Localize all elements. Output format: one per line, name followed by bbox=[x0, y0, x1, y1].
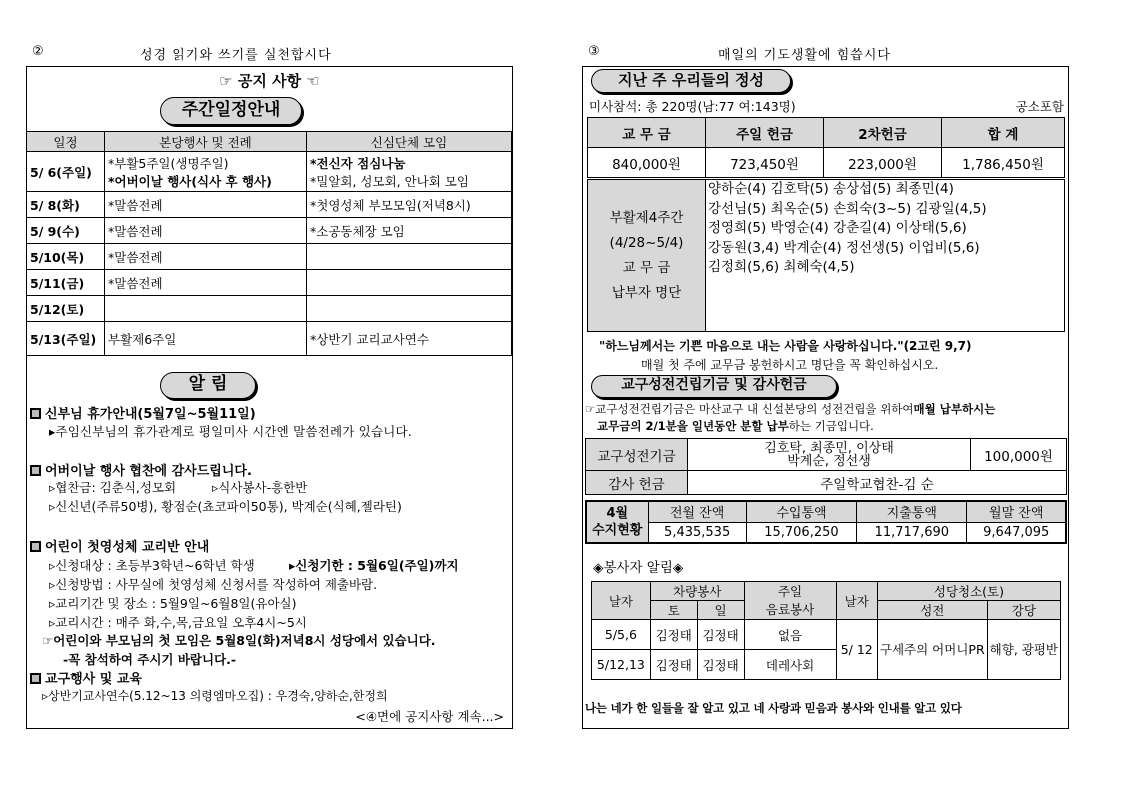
schedule-row bbox=[27, 152, 512, 192]
offering-table bbox=[587, 117, 1065, 178]
schedule-table bbox=[26, 131, 512, 356]
notice-title: ☞ 공지 사항 ☜ bbox=[219, 72, 320, 90]
donor-line: 양하순(4) 김호탁(5) 송상섭(5) 최종민(4) bbox=[708, 181, 954, 197]
communion-target: ▹신청대상 : 초등부3학년~6학년 학생 bbox=[49, 558, 255, 573]
vol-header-drink: 주일 음료봉사 bbox=[744, 582, 836, 620]
vol-header-sat: 토 bbox=[650, 601, 697, 620]
finance-label: 4월 수지현황 bbox=[586, 501, 648, 543]
left-panel bbox=[26, 66, 513, 729]
schedule-main: *말씀전례 bbox=[105, 218, 307, 244]
schedule-date: 5/ 8(화) bbox=[27, 192, 105, 218]
vol-header-date: 날자 bbox=[592, 582, 651, 620]
diocese-training: ▹상반기교사연수(5.12~13 의령엠마오집) : 우경숙,양하순,한정희 bbox=[42, 689, 388, 703]
schedule-group-line: *밀알회, 성모회, 안나회 모임 bbox=[310, 173, 469, 189]
donor-table bbox=[587, 179, 1065, 332]
vol-date: 5/12,13 bbox=[592, 650, 651, 680]
schedule-main: *말씀전례 bbox=[105, 192, 307, 218]
volunteer-table bbox=[591, 581, 1061, 680]
finance-value: 9,647,095 bbox=[967, 522, 1066, 543]
square-bullet-icon bbox=[30, 465, 41, 476]
fund-pill: 교구성전건립기금 및 감사헌금 bbox=[591, 375, 837, 398]
schedule-row bbox=[27, 218, 512, 244]
finance-value: 5,435,535 bbox=[648, 522, 746, 543]
continue-note: <④면에 공지사항 계속...> bbox=[355, 709, 504, 724]
schedule-group-line: *전신자 점심나눔 bbox=[310, 155, 406, 171]
vol-sat: 김정태 bbox=[650, 650, 697, 680]
donor-line: 강선님(5) 최옥순(5) 손희숙(3~5) 김광일(4,5) bbox=[708, 200, 987, 217]
finance-header: 지출통액 bbox=[857, 501, 967, 522]
alim-pill: 알 림 bbox=[160, 372, 256, 399]
schedule-main-line: *부활5주일(생명주일) bbox=[108, 155, 229, 171]
parents-meal: ▹식사봉사-흥한반 bbox=[212, 480, 308, 495]
bible-verse: "하느님께서는 기쁜 마음으로 내는 사람을 사랑하십니다."(2고린 9,7) bbox=[599, 339, 972, 353]
schedule-group: *소공동체장 모임 bbox=[307, 218, 512, 244]
donor-label: 부활제4주간 (4/28~5/4) 교 무 금 납부자 명단 bbox=[588, 180, 706, 332]
donor-line: 김정희(5,6) 최혜숙(4,5) bbox=[708, 259, 855, 275]
schedule-main bbox=[105, 152, 307, 192]
section-parents-title: 어버이날 행사 협찬에 감사드립니다. bbox=[30, 460, 252, 479]
offering-value: 223,000원 bbox=[824, 148, 942, 178]
parents-donors: ▹신신년(주류50병), 황점순(쵸코파이50통), 박계순(식혜,젤라틴) bbox=[49, 499, 402, 514]
schedule-group: *첫영성체 부모모임(저녁8시) bbox=[307, 192, 512, 218]
vol-header-church: 성전 bbox=[877, 601, 987, 620]
thanks-label: 감사 헌금 bbox=[586, 471, 688, 495]
header-left: 성경 읽기와 쓰기를 실천합시다 bbox=[140, 48, 332, 63]
vol-header-sun: 일 bbox=[697, 601, 744, 620]
vol-header-date2: 날자 bbox=[836, 582, 877, 620]
vol-drink: 데레사회 bbox=[744, 650, 836, 680]
communion-attend: -꼭 참석하여 주시기 바랍니다.- bbox=[63, 652, 237, 667]
offering-header: 2차헌금 bbox=[824, 118, 942, 148]
attendance: 미사참석: 총 220명(남:77 여:143명) bbox=[589, 99, 796, 114]
fund-note-1: ☞교구성전건립기금은 마산교구 내 신설본당의 성전건립을 위하여매월 납부하시는 bbox=[585, 402, 996, 416]
communion-deadline: ▸신청기한 : 5월6일(주일)까지 bbox=[289, 558, 459, 573]
vol-drink: 없음 bbox=[744, 620, 836, 650]
attendance-note: 공소포함 bbox=[1015, 99, 1064, 114]
schedule-header-main: 본당행사 및 전례 bbox=[105, 132, 307, 152]
vol-header-clean: 성당청소(토) bbox=[877, 582, 1060, 601]
offering-header: 주일 헌금 bbox=[706, 118, 824, 148]
finance-table bbox=[585, 500, 1067, 544]
communion-meeting: ☞어린이와 부모님의 첫 모임은 5월8일(화)저녁8시 성당에서 있습니다. bbox=[42, 633, 436, 648]
schedule-date: 5/ 9(수) bbox=[27, 218, 105, 244]
vol-clean-church: 구세주의 어머니PR bbox=[877, 620, 987, 680]
schedule-group: *상반기 교리교사연수 bbox=[307, 322, 512, 356]
offering-value: 840,000원 bbox=[588, 148, 706, 178]
schedule-date: 5/ 6(주일) bbox=[27, 152, 105, 192]
schedule-row bbox=[27, 192, 512, 218]
schedule-header-date: 일정 bbox=[27, 132, 105, 152]
offering-value: 723,450원 bbox=[706, 148, 824, 178]
schedule-row bbox=[27, 296, 512, 322]
finance-header: 월말 잔액 bbox=[967, 501, 1066, 522]
fund-table bbox=[585, 438, 1067, 495]
schedule-main: *말씀전례 bbox=[105, 244, 307, 270]
finance-value: 15,706,250 bbox=[746, 522, 856, 543]
donor-line: 강동원(3,4) 박계순(4) 정선생(5) 이업비(5,6) bbox=[708, 239, 980, 256]
schedule-date: 5/10(목) bbox=[27, 244, 105, 270]
donor-line: 정영희(5) 박영순(4) 강춘길(4) 이상태(5,6) bbox=[708, 220, 967, 236]
offering-value: 1,786,450원 bbox=[942, 148, 1065, 178]
schedule-date: 5/12(토) bbox=[27, 296, 105, 322]
square-bullet-icon bbox=[30, 541, 41, 552]
schedule-group bbox=[307, 270, 512, 296]
communion-period: ▹교리기간 및 장소 : 5월9일~6월8일(유아실) bbox=[49, 596, 297, 611]
section-vacation-title: 신부님 휴가안내(5월7일~5월11일) bbox=[30, 403, 256, 422]
schedule-pill: 주간일정안내 bbox=[160, 97, 302, 125]
communion-time: ▹교리시간 : 매주 화,수,목,금요일 오후4시~5시 bbox=[49, 615, 307, 630]
footer-verse: 나는 네가 한 일들을 잘 알고 있고 네 사랑과 믿음과 봉사와 인내를 알고 있다 bbox=[585, 701, 962, 715]
vol-sun: 김정태 bbox=[697, 620, 744, 650]
vacation-text: ▸주임신부님의 휴가관계로 평일미사 시간엔 말씀전례가 있습니다. bbox=[49, 424, 412, 439]
schedule-row bbox=[27, 322, 512, 356]
offering-header: 교 무 금 bbox=[588, 118, 706, 148]
square-bullet-icon bbox=[30, 408, 41, 419]
schedule-group bbox=[307, 152, 512, 192]
vol-header-hall: 강당 bbox=[987, 601, 1060, 620]
vol-date2: 5/ 12 bbox=[836, 620, 877, 680]
vol-header-car: 차량봉사 bbox=[650, 582, 744, 601]
schedule-group bbox=[307, 296, 512, 322]
volunteer-title: ◈봉사자 알림◈ bbox=[593, 560, 684, 576]
schedule-row bbox=[27, 270, 512, 296]
page-number-left: ② bbox=[32, 44, 44, 59]
right-panel bbox=[582, 66, 1069, 729]
donor-list bbox=[706, 180, 1065, 332]
vol-date: 5/5,6 bbox=[592, 620, 651, 650]
communion-method: ▹신청방법 : 사무실에 첫영성체 신청서를 작성하여 제출바람. bbox=[49, 577, 378, 592]
schedule-row bbox=[27, 244, 512, 270]
schedule-date: 5/11(금) bbox=[27, 270, 105, 296]
offering-reminder: 매월 첫 주에 교무금 봉헌하시고 명단을 꼭 확인하십시오. bbox=[641, 358, 939, 372]
finance-value: 11,717,690 bbox=[857, 522, 967, 543]
section-diocese-title: 교구행사 및 교육 bbox=[30, 668, 142, 687]
square-bullet-icon bbox=[30, 673, 41, 684]
schedule-main: 부활제6주일 bbox=[105, 322, 307, 356]
vol-clean-hall: 해향, 광평반 bbox=[987, 620, 1060, 680]
schedule-main: *말씀전례 bbox=[105, 270, 307, 296]
fund-note-2: 교무금의 2/1분을 일년동안 분할 납부하는 기금입니다. bbox=[597, 419, 874, 433]
schedule-header-group: 신심단체 모임 bbox=[307, 132, 512, 152]
schedule-main bbox=[105, 296, 307, 322]
vol-sat: 김정태 bbox=[650, 620, 697, 650]
schedule-main-line: *어버이날 행사(식사 후 행사) bbox=[108, 173, 272, 189]
parents-sponsor: ▹협찬금: 김춘식,성모회 bbox=[49, 480, 177, 495]
fund-amount: 100,000원 bbox=[971, 439, 1067, 471]
fund-label: 교구성전기금 bbox=[586, 439, 688, 471]
fund-names: 김호탁, 최종민, 이상태 박계순, 정선생 bbox=[688, 439, 971, 471]
schedule-date: 5/13(주일) bbox=[27, 322, 105, 356]
finance-header: 전월 잔액 bbox=[648, 501, 746, 522]
section-communion-title: 어린이 첫영성체 교리반 안내 bbox=[30, 536, 209, 555]
page-number-right: ③ bbox=[588, 44, 600, 59]
thanks-value: 주일학교협찬-김 순 bbox=[688, 471, 1067, 495]
schedule-group bbox=[307, 244, 512, 270]
vol-sun: 김정태 bbox=[697, 650, 744, 680]
offering-header: 합 계 bbox=[942, 118, 1065, 148]
finance-header: 수입통액 bbox=[746, 501, 856, 522]
header-right: 매일의 기도생활에 힘씁시다 bbox=[718, 48, 891, 63]
offering-pill: 지난 주 우리들의 정성 bbox=[591, 69, 791, 93]
volunteer-row bbox=[592, 620, 1061, 650]
